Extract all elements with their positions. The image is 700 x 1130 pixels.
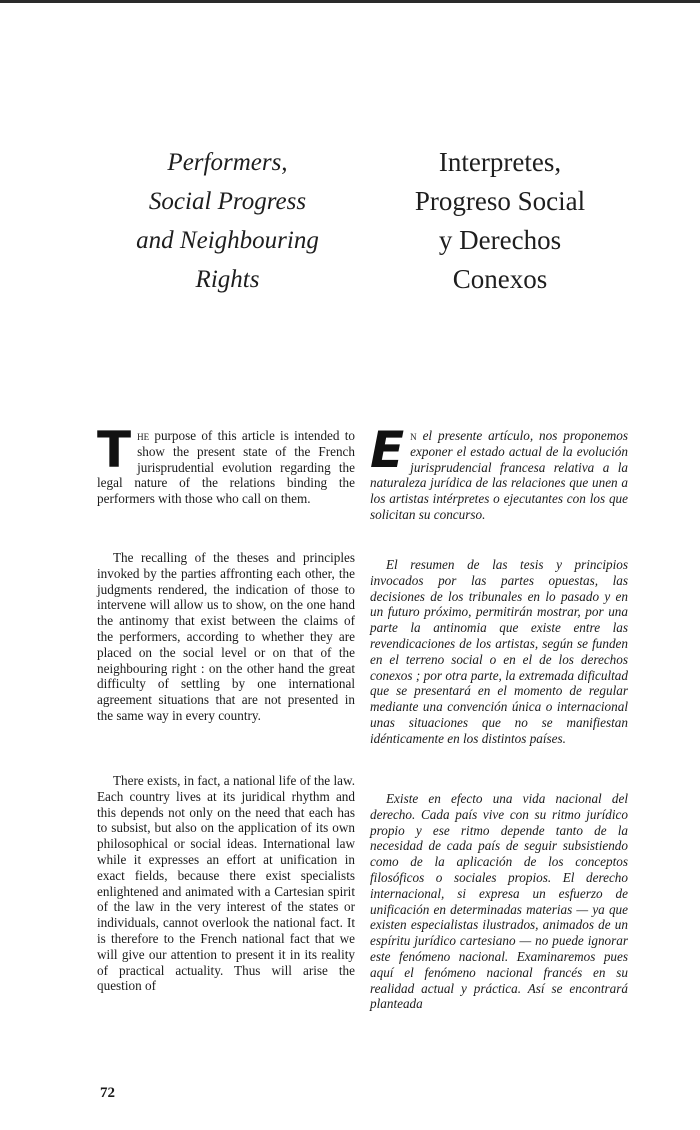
- title-es-line-1: Interpretes,: [438, 147, 562, 177]
- spanish-paragraph-3: [370, 791, 628, 1012]
- paragraph-text: The recalling of the theses and principles invoked by the parties affronting each other, the judgments rendered, the indication of those to intervene will allow us to show, on the one hand the antinomy that exist between the claims of the performers, according to whether they are placed on the social level or on that of the neighbouring right : on the other hand the great difficulty of settling by one international agreement situations that are not presented in the same way in every country.: [97, 550, 355, 723]
- paragraph-text: el presente artículo, nos proponemos exponer el estado actual de la evolución jurisprudencial francesa relativa a la naturaleza jurídica de las relaciones que unen a los artistas intérpretes o ejecutantes con los que solicitan su concurso.: [370, 428, 628, 522]
- title-en-line-2: Social Progress: [148, 188, 307, 215]
- title-en-line-3: and Neighbouring: [136, 227, 319, 254]
- lead-word: n: [410, 428, 417, 443]
- paragraph-text: purpose of this article is intended to show the present state of the French jurisprudential evolution regarding the legal nature of the relations binding the performers with those who call on them.: [97, 428, 355, 507]
- english-paragraph-1: [97, 421, 355, 507]
- paragraph-text: El resumen de las tesis y principios invocados por las partes opuestas, las decisiones de los tribunales en lo pasado y en un futuro próximo, permitirán mostrar, por una parte la antinomia que existe entre las revendicaciones de los artistas, según se funden en el terreno social o en el de los derechos conexos ; por otra parte, la extremada dificultad que se presentará en el momento de regular mediante una convención única o internacional unas situaciones que no se manifiestan idénticamente en los distintos países.: [370, 557, 628, 746]
- spanish-paragraph-1: [370, 421, 628, 523]
- paragraph-text: Existe en efecto una vida nacional del derecho. Cada país vive con su ritmo jurídico propio y ese ritmo depende tanto de la necesidad de cada país de seguir subsistiendo como de la aplicación de los conceptos filosóficos o sociales propios. El derecho internacional, si expresa un esfuerzo de unificación en determinadas materias — ya que existen especialistas ilustrados, animados de un espíritu jurídico cartesiano — no puede ignorar este fenómeno nacional. Examinaremos pues aquí el fenómeno nacional francés en su realidad actual y práctica. Así se encontrará planteada: [370, 791, 628, 1012]
- spanish-paragraph-2: [370, 557, 628, 747]
- title-es-line-2: Progreso Social: [414, 186, 586, 216]
- top-rule: [0, 0, 700, 3]
- title-en-line-1: Performers,: [167, 149, 288, 176]
- english-paragraph-3: [97, 773, 355, 994]
- drop-cap: T: [97, 421, 132, 479]
- paragraph-text: There exists, in fact, a national life of the law. Each country lives at its juridical rhythm and this depends not only on the need that each has to subsist, but also on the application of its own philosophical or social ideas. International law while it expresses an effort at unification in exact fields, because there exist specialists enlightened and animated with a Cartesian spirit of the law in the very interest of the states or individuals, cannot overlook the national fact. It is therefore to the French national fact that we will give our attention to present it in its reality of practical actuality. Thus will arise the question of: [97, 773, 355, 994]
- drop-cap: E: [370, 421, 405, 479]
- lead-word: he: [137, 428, 150, 443]
- title-english: [95, 143, 360, 299]
- page-number: 72: [100, 1085, 115, 1101]
- title-es-line-4: Conexos: [452, 264, 548, 294]
- title-spanish: [385, 143, 615, 299]
- title-en-line-4: Rights: [195, 266, 260, 293]
- english-paragraph-2: [97, 550, 355, 724]
- title-es-line-3: y Derechos: [438, 225, 562, 255]
